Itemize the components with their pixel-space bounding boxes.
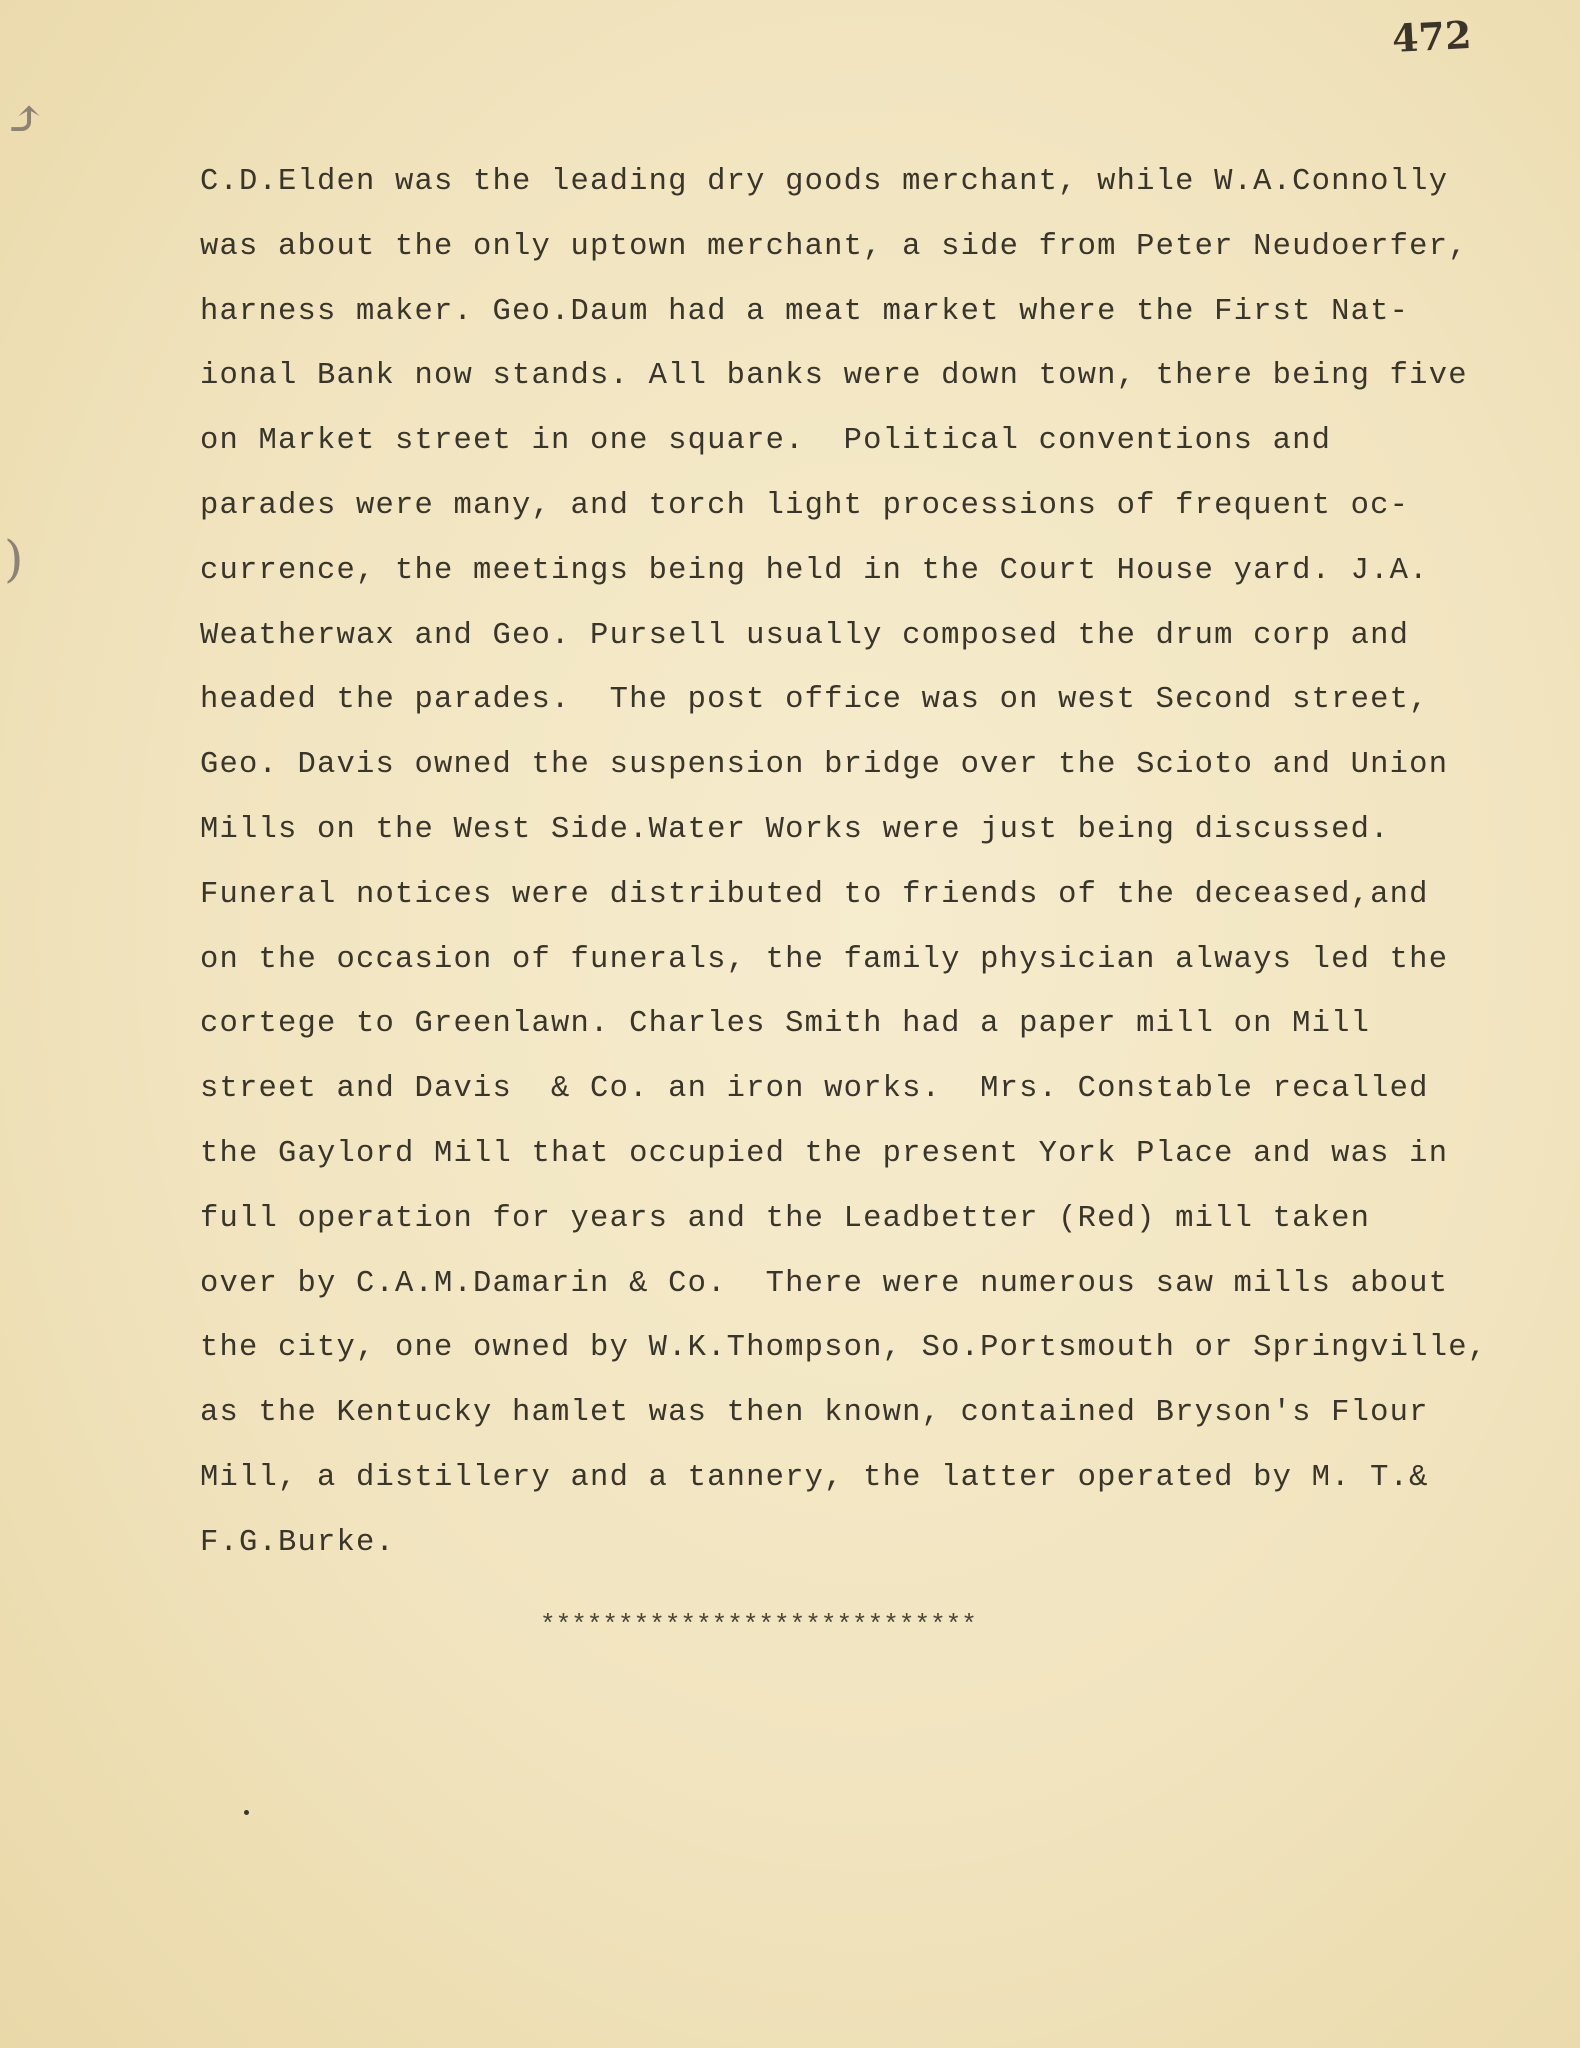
text-line: was about the only uptown merchant, a side from Peter Neudoerfer, <box>200 229 1468 264</box>
text-line: the Gaylord Mill that occupied the present York Place and was in <box>200 1136 1449 1171</box>
text-line: headed the parades. The post office was on west Second street, <box>200 683 1429 718</box>
text-line: harness maker. Geo.Daum had a meat market where the First Nat- <box>200 294 1410 329</box>
text-line: the city, one owned by W.K.Thompson, So.Portsmouth or Springville, <box>200 1331 1488 1366</box>
body-text <box>200 150 1520 1576</box>
margin-mark-bottom: ) <box>4 530 24 588</box>
text-line: cortege to Greenlawn. Charles Smith had a paper mill on Mill <box>200 1007 1371 1042</box>
text-line: street and Davis & Co. an iron works. Mrs. Constable recalled <box>200 1072 1429 1107</box>
text-line: on Market street in one square. Political conventions and <box>200 424 1332 459</box>
text-line: full operation for years and the Leadbetter (Red) mill taken <box>200 1201 1371 1236</box>
text-line: Weatherwax and Geo. Pursell usually composed the drum corp and <box>200 618 1410 653</box>
text-line: Funeral notices were distributed to friends of the deceased,and <box>200 877 1429 912</box>
text-line: as the Kentucky hamlet was then known, contained Bryson's Flour <box>200 1396 1429 1431</box>
text-line: Mill, a distillery and a tannery, the latter operated by M. T.& <box>200 1460 1429 1495</box>
stray-ink-dot <box>244 1810 249 1815</box>
asterisk-divider: **************************** <box>540 1610 977 1640</box>
text-line: Geo. Davis owned the suspension bridge over the Scioto and Union <box>200 748 1449 783</box>
text-line: over by C.A.M.Damarin & Co. There were numerous saw mills about <box>200 1266 1449 1301</box>
page-number: 472 <box>1390 11 1473 62</box>
text-line: C.D.Elden was the leading dry goods merchant, while W.A.Connolly <box>200 165 1449 199</box>
margin-mark-top: ⤴ <box>4 90 46 148</box>
text-line: currence, the meetings being held in the Court House yard. J.A. <box>200 553 1429 588</box>
text-line: parades were many, and torch light processions of frequent oc- <box>200 488 1410 523</box>
text-line: ional Bank now stands. All banks were down town, there being five <box>200 359 1468 394</box>
text-line: F.G.Burke. <box>200 1525 396 1560</box>
text-line: Mills on the West Side.Water Works were just being discussed. <box>200 812 1390 847</box>
text-line: on the occasion of funerals, the family physician always led the <box>200 942 1449 977</box>
